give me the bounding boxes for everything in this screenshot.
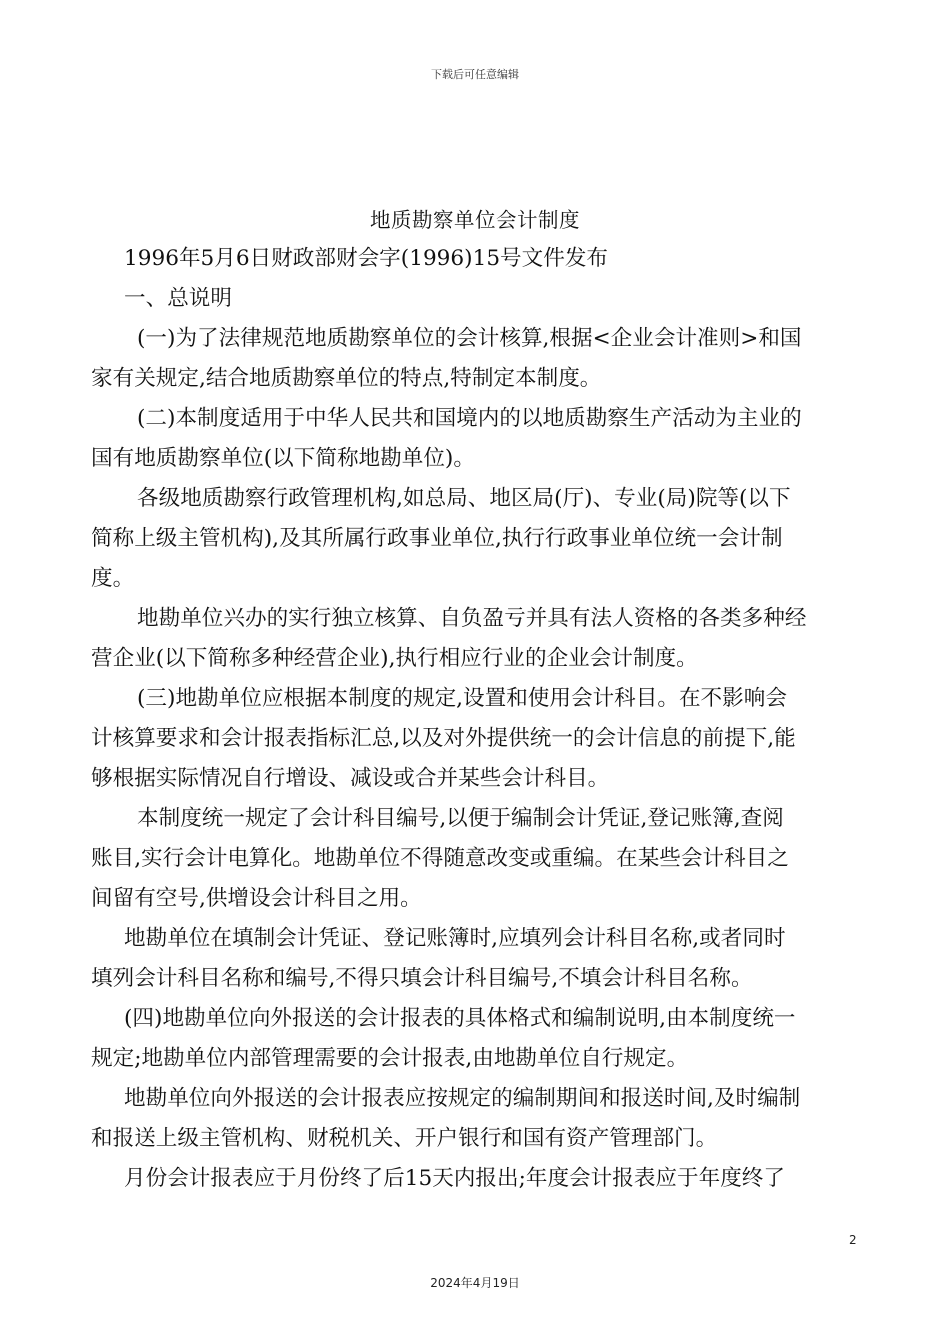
- paragraph-line: (一)为了法律规范地质勘察单位的会计核算,根据<企业会计准则>和国: [137, 326, 802, 351]
- paragraph-line: 地勘单位兴办的实行独立核算、自负盈亏并具有法人资格的各类多种经: [137, 606, 807, 631]
- paragraph-line: 地勘单位在填制会计凭证、登记账簿时,应填列会计科目名称,或者同时: [124, 926, 786, 951]
- paragraph-line: 规定;地勘单位内部管理需要的会计报表,由地勘单位自行规定。: [91, 1046, 689, 1071]
- paragraph-line: 营企业(以下简称多种经营企业),执行相应行业的企业会计制度。: [91, 646, 698, 671]
- paragraph-line: (二)本制度适用于中华人民共和国境内的以地质勘察生产活动为主业的: [137, 406, 802, 431]
- paragraph-line: 家有关规定,结合地质勘察单位的特点,特制定本制度。: [91, 366, 602, 391]
- document-title: 地质勘察单位会计制度: [370, 208, 580, 232]
- paragraph-line: 填列会计科目名称和编号,不得只填会计科目编号,不填会计科目名称。: [91, 966, 753, 991]
- paragraph-line: 简称上级主管机构),及其所属行政事业单位,执行行政事业单位统一会计制: [91, 526, 783, 551]
- header-note: 下载后可任意编辑: [431, 68, 519, 81]
- paragraph-line: 计核算要求和会计报表指标汇总,以及对外提供统一的会计信息的前提下,能: [91, 726, 796, 751]
- paragraph-line: 各级地质勘察行政管理机构,如总局、地区局(厅)、专业(局)院等(以下: [137, 486, 791, 511]
- section-heading: 一、总说明: [124, 286, 232, 311]
- page-number: 2: [849, 1233, 857, 1247]
- paragraph-line: 间留有空号,供增设会计科目之用。: [91, 886, 422, 911]
- paragraph-line: 国有地质勘察单位(以下简称地勘单位)。: [91, 446, 475, 471]
- paragraph-line: (四)地勘单位向外报送的会计报表的具体格式和编制说明,由本制度统一: [124, 1006, 796, 1031]
- paragraph-line: 账目,实行会计电算化。地勘单位不得随意改变或重编。在某些会计科目之: [91, 846, 789, 871]
- paragraph-line: 和报送上级主管机构、财税机关、开户银行和国有资产管理部门。: [91, 1126, 718, 1151]
- paragraph-line: 度。: [91, 566, 135, 591]
- footer-date: 2024年4月19日: [430, 1276, 520, 1290]
- paragraph-line: 本制度统一规定了会计科目编号,以便于编制会计凭证,登记账簿,查阅: [137, 806, 784, 831]
- paragraph-line: 月份会计报表应于月份终了后15天内报出;年度会计报表应于年度终了: [124, 1166, 785, 1191]
- paragraph-line: (三)地勘单位应根据本制度的规定,设置和使用会计科目。在不影响会: [137, 686, 787, 711]
- paragraph-line: 够根据实际情况自行增设、减设或合并某些会计科目。: [91, 766, 610, 791]
- paragraph-line: 地勘单位向外报送的会计报表应按规定的编制期间和报送时间,及时编制: [124, 1086, 801, 1111]
- publication-line: 1996年5月6日财政部财会字(1996)15号文件发布: [124, 246, 609, 271]
